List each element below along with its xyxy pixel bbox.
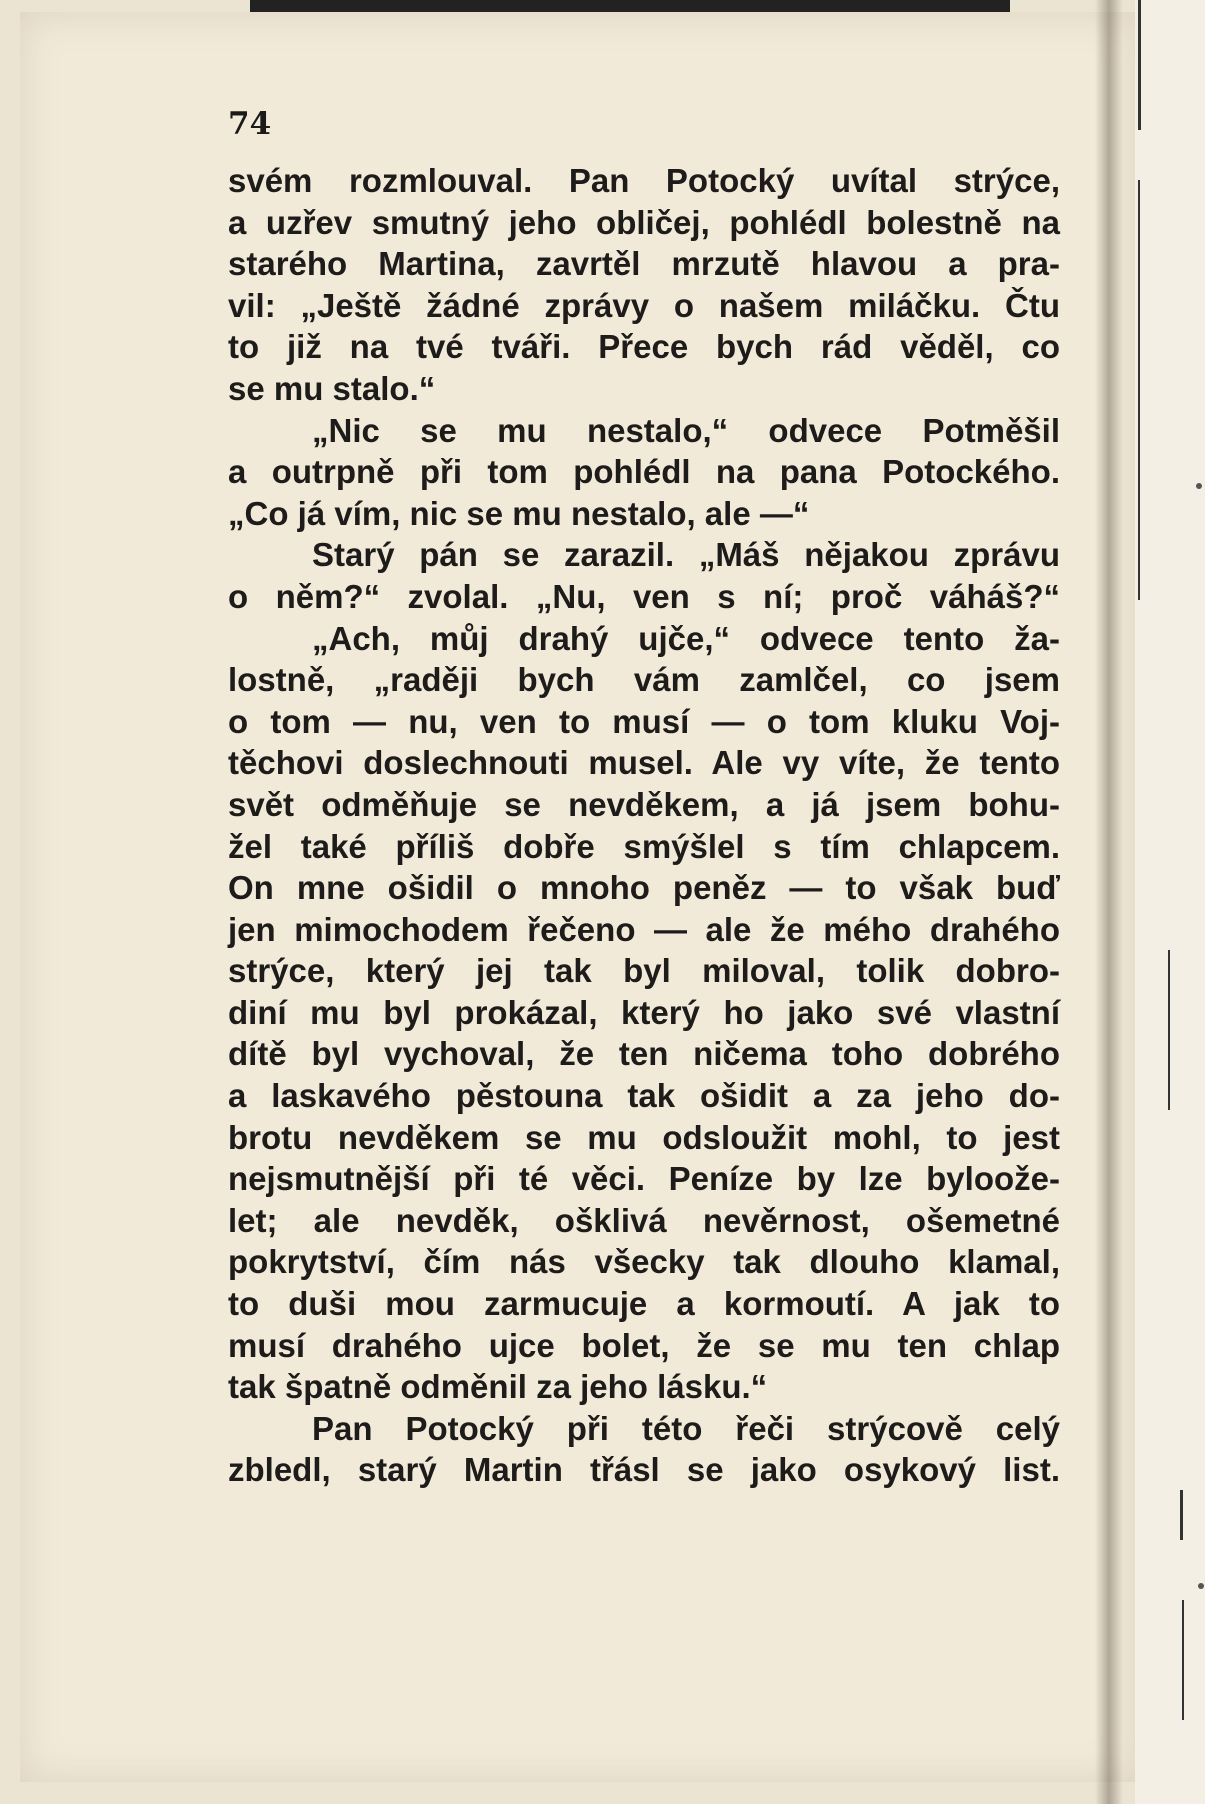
text-line: starého Martina, zavrtěl mrzutě hlavou a pra- [228, 245, 1060, 283]
page-edge-mark [1182, 1600, 1184, 1720]
text-line: a laskavého pěstouna tak ošidit a za jeho do- [228, 1077, 1060, 1115]
text-line: „Ach, můj drahý ujče,“ odvece tento ža- [312, 619, 1060, 657]
text-line: svém rozmlouval. Pan Potocký uvítal strýce, [228, 162, 1060, 199]
page-edge-mark [1168, 950, 1170, 1110]
text-line: svět odměňuje se nevděkem, a já jsem bohu- [228, 785, 1060, 823]
text-line: se mu stalo.“ [228, 369, 436, 407]
text-line: a outrpně při tom pohlédl na pana Potockého. [228, 453, 1060, 491]
text-line: brotu nevděkem se mu odsloužit mohl, to jest [228, 1118, 1060, 1156]
text-line: let; ale nevděk, ošklivá nevěrnost, ošemetné [228, 1201, 1060, 1239]
text-line: to již na tvé tváři. Přece bych rád věděl, co [228, 328, 1060, 366]
adjacent-page-edge [1135, 0, 1205, 1804]
text-line: dítě byl vychoval, že ten ničema toho dobrého [228, 1035, 1060, 1073]
text-line: o něm?“ zvolal. „Nu, ven s ní; proč váháš?“ [228, 577, 1060, 615]
text-line: „Co já vím, nic se mu nestalo, ale —“ [228, 494, 810, 532]
text-line: diní mu byl prokázal, který ho jako své vlastní [228, 993, 1060, 1031]
page-edge-mark [1138, 180, 1140, 600]
text-line: On mne ošidil o mnoho peněz — to však buď [228, 869, 1060, 907]
page-edge-mark [1138, 0, 1141, 130]
text-line: Starý pán se zarazil. „Máš nějakou zprávu [312, 536, 1060, 574]
page-edge-dot [1196, 483, 1202, 489]
text-line: tak špatně odměnil za jeho lásku.“ [228, 1368, 768, 1406]
text-line: nejsmutnější při té věci. Peníze by lze byloože- [228, 1160, 1060, 1198]
text-line: těchovi doslechnouti musel. Ale vy víte, že tento [228, 744, 1060, 782]
page-edge-mark [1180, 1490, 1183, 1540]
text-line: pokrytství, čím nás všecky tak dlouho klamal, [228, 1243, 1060, 1281]
text-line: musí drahého ujce bolet, že se mu ten chlap [228, 1326, 1060, 1364]
text-line: zbledl, starý Martin třásl se jako osykový list. [228, 1451, 1060, 1489]
text-line: a uzřev smutný jeho obličej, pohlédl bolestně na [228, 203, 1060, 241]
text-line: jen mimochodem řečeno — ale že mého drahého [228, 910, 1060, 948]
body-text [228, 160, 1060, 1491]
text-line: lostně, „raději bych vám zamlčel, co jsem [228, 661, 1060, 699]
text-line: o tom — nu, ven to musí — o tom kluku Voj- [228, 702, 1060, 740]
text-line: to duši mou zarmucuje a kormoutí. A jak to [228, 1285, 1060, 1323]
scan-top-border [250, 0, 1010, 12]
page-edge-dot [1198, 1583, 1204, 1589]
page-gutter-shadow [1095, 0, 1123, 1804]
text-line: strýce, který jej tak byl miloval, tolik dobro- [228, 952, 1060, 990]
text-line: Pan Potocký při této řeči strýcově celý [312, 1409, 1060, 1447]
text-line: „Nic se mu nestalo,“ odvece Potměšil [312, 411, 1060, 449]
text-line: vil: „Ještě žádné zprávy o našem miláčku. Čtu [228, 286, 1060, 324]
page-number: 74 [228, 106, 272, 142]
text-line: žel také příliš dobře smýšlel s tím chlapcem. [228, 827, 1060, 865]
